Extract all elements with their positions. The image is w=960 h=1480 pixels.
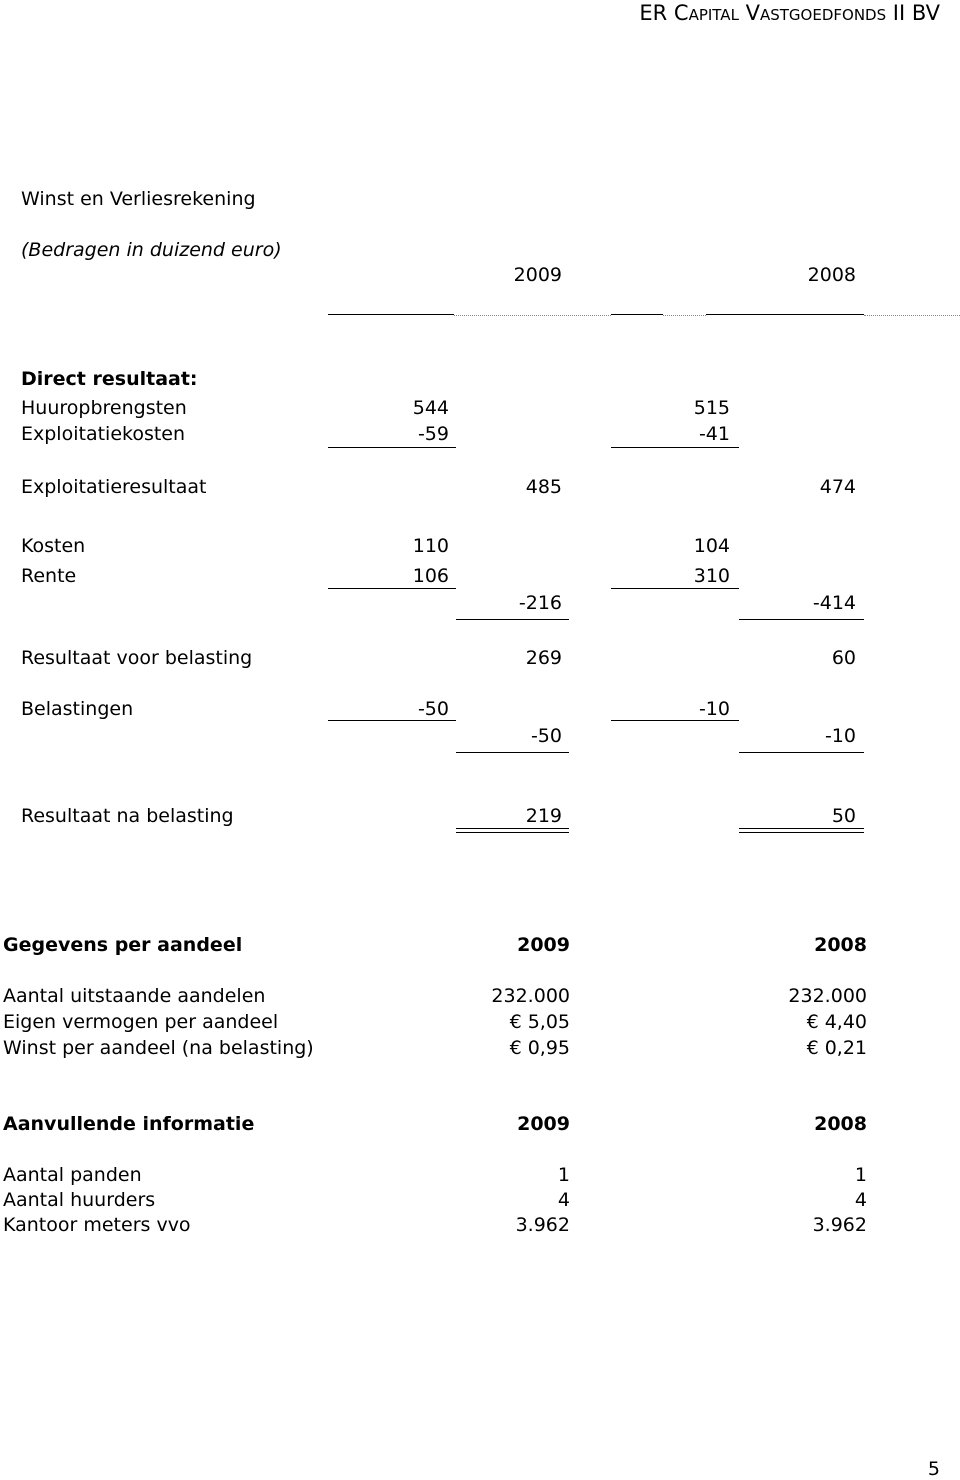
- subtotal-2009: -216: [518, 592, 562, 614]
- value-2009: 110: [412, 535, 449, 557]
- value-2008: 474: [819, 476, 856, 498]
- value-2009: 544: [412, 397, 449, 419]
- additional-year-2009: 2009: [517, 1113, 570, 1135]
- value-2008: 104: [693, 535, 730, 557]
- per-share-value-2009: € 0,95: [509, 1037, 570, 1059]
- subtotal-2009: -50: [530, 725, 562, 747]
- row-label: Rente: [21, 565, 77, 587]
- subtotal-rule: [328, 720, 456, 721]
- per-share-year-2009: 2009: [517, 934, 570, 956]
- subtotal-rule: [328, 588, 456, 589]
- per-share-value-2009: 232.000: [491, 985, 570, 1007]
- row-label: Resultaat voor belasting: [21, 647, 253, 669]
- year-header-2009: 2009: [513, 264, 562, 286]
- per-share-value-2008: € 4,40: [806, 1011, 867, 1033]
- additional-value-2009: 1: [557, 1164, 570, 1186]
- page-number: 5: [927, 1458, 940, 1480]
- additional-row-label: Aantal panden: [3, 1164, 142, 1186]
- additional-value-2008: 3.962: [812, 1214, 867, 1236]
- direct-result-label: Direct resultaat:: [21, 368, 198, 390]
- header-dotted-rule: [864, 315, 960, 316]
- row-label: Huuropbrengsten: [21, 397, 187, 419]
- value-2008: 60: [831, 647, 856, 669]
- subtotal-2008: -10: [824, 725, 856, 747]
- total-double-rule: [456, 828, 569, 833]
- additional-row-label: Aantal huurders: [3, 1189, 156, 1211]
- subtotal-rule: [328, 447, 456, 448]
- subtotal-rule: [739, 752, 864, 753]
- subtotal-rule: [456, 619, 569, 620]
- value-2008: -41: [698, 423, 730, 445]
- total-double-rule: [739, 828, 864, 833]
- value-2009: 269: [525, 647, 562, 669]
- header-dotted-rule: [663, 315, 706, 316]
- header-rule: [611, 314, 663, 315]
- document-header-title: ER CAPITAL VASTGOEDFONDS II BV: [639, 1, 940, 25]
- per-share-value-2009: € 5,05: [509, 1011, 570, 1033]
- value-2009: -50: [417, 698, 449, 720]
- additional-value-2008: 1: [854, 1164, 867, 1186]
- row-label: Exploitatieresultaat: [21, 476, 207, 498]
- subtotal-rule: [611, 588, 739, 589]
- per-share-value-2008: € 0,21: [806, 1037, 867, 1059]
- additional-value-2009: 4: [557, 1189, 570, 1211]
- value-2008: 310: [693, 565, 730, 587]
- subtotal-2008: -414: [812, 592, 856, 614]
- value-2009: 219: [525, 805, 562, 827]
- income-statement-subtitle: (Bedragen in duizend euro): [21, 239, 282, 261]
- subtotal-rule: [739, 619, 864, 620]
- per-share-row-label: Aantal uitstaande aandelen: [3, 985, 266, 1007]
- row-label: Resultaat na belasting: [21, 805, 234, 827]
- row-label: Exploitatiekosten: [21, 423, 186, 445]
- additional-row-label: Kantoor meters vvo: [3, 1214, 191, 1236]
- additional-info-title: Aanvullende informatie: [3, 1113, 255, 1135]
- value-2008: 50: [831, 805, 856, 827]
- value-2009: 485: [525, 476, 562, 498]
- per-share-value-2008: 232.000: [788, 985, 867, 1007]
- subtotal-rule: [611, 447, 739, 448]
- per-share-row-label: Eigen vermogen per aandeel: [3, 1011, 279, 1033]
- year-header-2008: 2008: [807, 264, 856, 286]
- additional-value-2009: 3.962: [515, 1214, 570, 1236]
- subtotal-rule: [456, 752, 569, 753]
- value-2008: 515: [693, 397, 730, 419]
- subtotal-rule: [611, 720, 739, 721]
- header-dotted-rule: [454, 315, 611, 316]
- header-rule: [706, 314, 864, 315]
- header-rule: [328, 314, 454, 315]
- value-2009: -59: [417, 423, 449, 445]
- per-share-row-label: Winst per aandeel (na belasting): [3, 1037, 314, 1059]
- income-statement-title: Winst en Verliesrekening: [21, 188, 256, 210]
- value-2009: 106: [412, 565, 449, 587]
- row-label: Kosten: [21, 535, 86, 557]
- per-share-title: Gegevens per aandeel: [3, 934, 243, 956]
- additional-year-2008: 2008: [814, 1113, 867, 1135]
- value-2008: -10: [698, 698, 730, 720]
- per-share-year-2008: 2008: [814, 934, 867, 956]
- additional-value-2008: 4: [854, 1189, 867, 1211]
- row-label: Belastingen: [21, 698, 134, 720]
